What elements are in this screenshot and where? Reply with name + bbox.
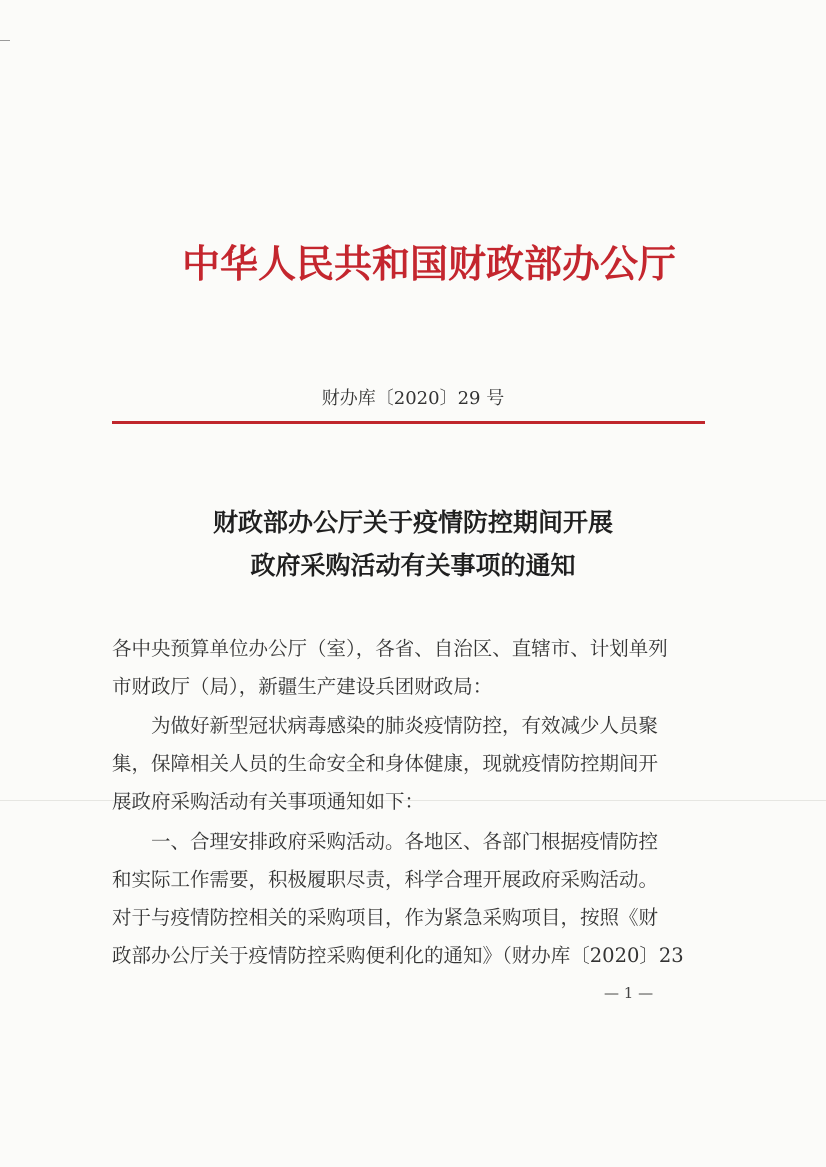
body-line: 和实际工作需要，积极履职尽责，科学合理开展政府采购活动。 — [112, 868, 659, 891]
body-line: 一、合理安排政府采购活动。各地区、各部门根据疫情防控 — [151, 830, 659, 853]
body-line: 为做好新型冠状病毒感染的肺炎疫情防控，有效减少人员聚 — [151, 714, 659, 737]
body-line: 对于与疫情防控相关的采购项目，作为紧急采购项目，按照《财 — [112, 906, 659, 929]
body-line: 政部办公厅关于疫情防控采购便利化的通知》（财办库〔2020〕23 — [112, 944, 684, 967]
body-line: 各中央预算单位办公厅（室），各省、自治区、直辖市、计划单列 — [112, 637, 668, 660]
page-number: — 1 — — [604, 984, 654, 1002]
document-title-line-1: 财政部办公厅关于疫情防控期间开展 — [212, 508, 613, 537]
document-number: 财办库〔2020〕29 号 — [321, 388, 505, 409]
red-separator-line — [112, 421, 705, 424]
body-line: 展政府采购活动有关事项通知如下： — [112, 790, 425, 813]
issuer-heading: 中华人民共和国财政部办公厅 — [182, 241, 677, 286]
body-line: 集，保障相关人员的生命安全和身体健康，现就疫情防控期间开 — [112, 752, 659, 775]
body-line: 市财政厅（局），新疆生产建设兵团财政局： — [112, 675, 493, 698]
document-title-line-2: 政府采购活动有关事项的通知 — [250, 551, 576, 580]
scan-corner-mark — [0, 40, 10, 41]
